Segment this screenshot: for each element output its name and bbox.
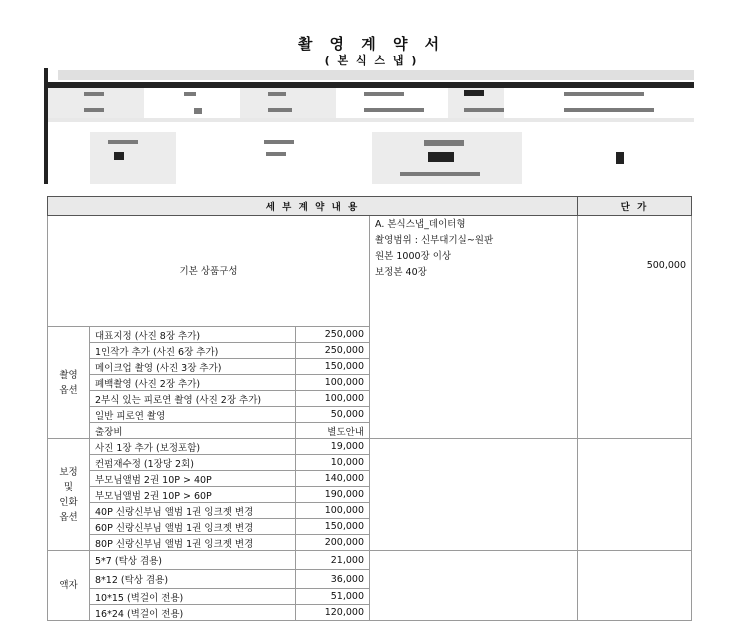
- category-retouch-print-options: 보정 및 인화 옵션: [48, 439, 90, 551]
- item-price: 150,000: [296, 519, 370, 535]
- item-price: 100,000: [296, 375, 370, 391]
- empty-cell: [578, 439, 692, 551]
- item-name: 출장비: [90, 423, 296, 439]
- item-price: 140,000: [296, 471, 370, 487]
- item-price: 250,000: [296, 343, 370, 359]
- item-name: 메이크업 촬영 (사진 3장 추가): [90, 359, 296, 375]
- table-header-row: [48, 197, 692, 216]
- table-row: [48, 439, 692, 455]
- item-price: 50,000: [296, 407, 370, 423]
- category-frames: 액자: [48, 551, 90, 621]
- item-price: 별도안내: [296, 423, 370, 439]
- item-name: 8*12 (탁상 겸용): [90, 570, 296, 589]
- empty-cell: [370, 439, 578, 551]
- item-name: 사진 1장 추가 (보정포함): [90, 439, 296, 455]
- item-name: 폐백촬영 (사진 2장 추가): [90, 375, 296, 391]
- item-price: 10,000: [296, 455, 370, 471]
- document-title: 촬 영 계 약 서: [297, 35, 446, 53]
- package-line: 보정본 40장: [375, 267, 427, 278]
- item-price: 36,000: [296, 570, 370, 589]
- item-price: 100,000: [296, 391, 370, 407]
- basic-package-label: 기본 상품구성: [48, 216, 370, 327]
- table-row: [48, 551, 692, 570]
- item-name: 5*7 (탁상 겸용): [90, 551, 296, 570]
- empty-cell: [578, 551, 692, 621]
- basic-package-price: 500,000: [578, 216, 692, 439]
- item-name: 80P 신랑신부님 앨범 1권 잉크젯 변경: [90, 535, 296, 551]
- item-name: 1인작가 추가 (사진 6장 추가): [90, 343, 296, 359]
- item-name: 10*15 (벽걸이 전용): [90, 589, 296, 605]
- item-price: 100,000: [296, 503, 370, 519]
- item-name: 대표지정 (사진 8장 추가): [90, 327, 296, 343]
- contract-detail-table: [47, 196, 692, 621]
- item-name: 부모님앨범 2권 10P > 40P: [90, 471, 296, 487]
- item-price: 21,000: [296, 551, 370, 570]
- item-price: 190,000: [296, 487, 370, 503]
- redacted-info-block: [44, 68, 694, 184]
- package-line: A. 본식스냅_데이터형: [375, 219, 466, 230]
- item-name: 2부식 있는 피로연 촬영 (사진 2장 추가): [90, 391, 296, 407]
- category-shooting-options: 촬영 옵션: [48, 327, 90, 439]
- item-name: 컨펌재수정 (1장당 2회): [90, 455, 296, 471]
- empty-cell: [370, 551, 578, 621]
- document-subtitle: ( 본 식 스 냅 ): [324, 54, 419, 67]
- item-price: 120,000: [296, 605, 370, 621]
- basic-package-row: [48, 216, 692, 327]
- package-description: [370, 216, 578, 439]
- header-contract-details: 세 부 계 약 내 용: [48, 197, 578, 216]
- item-name: 40P 신랑신부님 앨범 1권 잉크젯 변경: [90, 503, 296, 519]
- item-price: 150,000: [296, 359, 370, 375]
- item-price: 250,000: [296, 327, 370, 343]
- item-name: 부모님앨범 2권 10P > 60P: [90, 487, 296, 503]
- item-name: 일반 피로연 촬영: [90, 407, 296, 423]
- item-name: 16*24 (벽걸이 전용): [90, 605, 296, 621]
- package-line: 촬영범위 : 신부대기실~원판: [375, 235, 494, 246]
- package-line: 원본 1000장 이상: [375, 251, 452, 262]
- item-price: 51,000: [296, 589, 370, 605]
- header-unit-price: 단 가: [578, 197, 692, 216]
- item-name: 60P 신랑신부님 앨범 1권 잉크젯 변경: [90, 519, 296, 535]
- item-price: 19,000: [296, 439, 370, 455]
- item-price: 200,000: [296, 535, 370, 551]
